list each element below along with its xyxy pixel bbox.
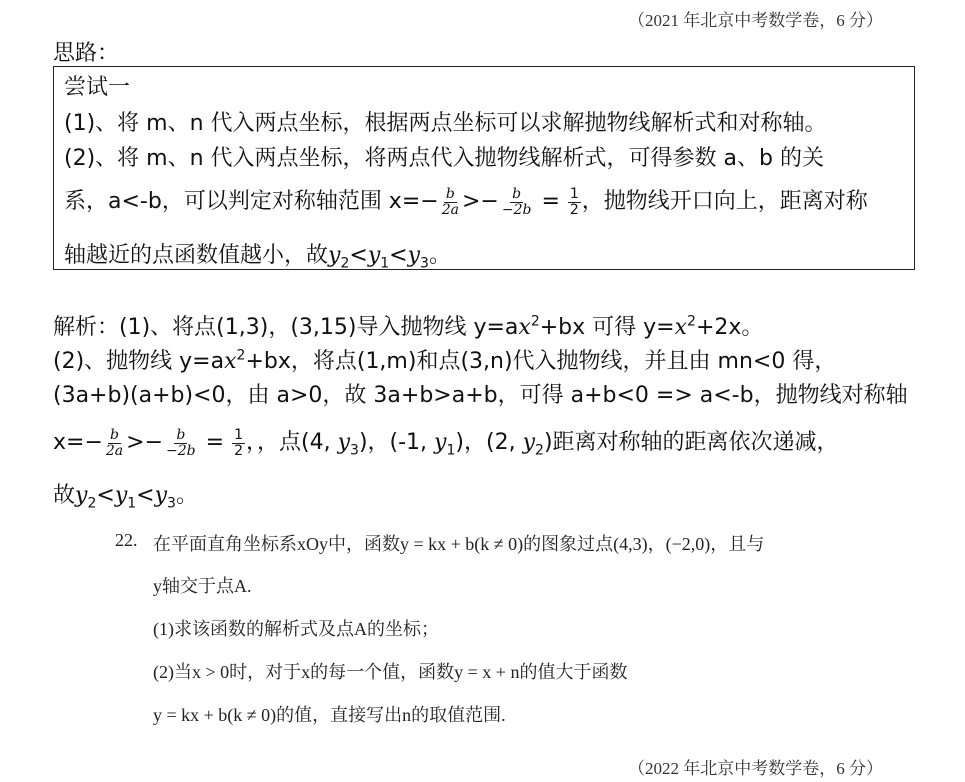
analysis-line2-pre: (2)、抛物线 y=a — [53, 349, 225, 374]
question-line4: (2)当x > 0时，对于x的每一个值，函数y = x + n的值大于函数 — [153, 662, 628, 682]
thinking-label: 思路： — [53, 41, 120, 66]
source-2021: （2021 年北京中考数学卷，6 分） — [628, 11, 883, 30]
analysis-line1-pre: 解析：(1)、将点(1,3)，(3,15)导入抛物线 y=a — [53, 315, 519, 340]
analysis-line1-mid: +bx 可得 y= — [539, 315, 675, 340]
attempt-step2-line3: 轴越近的点函数值越小，故$y_2<y_1<y_3$。 — [64, 243, 451, 272]
question-line1: 在平面直角坐标系xOy中，函数y = kx + b(k ≠ 0)的图象过点(4,3)，(−2,0)，且与 — [153, 534, 765, 554]
fraction-b-neg2b: $\frac{b}{-2b}$ — [501, 185, 532, 218]
analysis-line1: 解析：(1)、将点(1,3)，(3,15)导入抛物线 $y=ax^2+bx$ 可得 $y=x^2+2x$。 — [53, 313, 764, 340]
question-line5: y = kx + b(k ≠ 0)的值，直接写出n的取值范围. — [153, 705, 506, 725]
source-2022: （2022 年北京中考数学卷，6 分） — [628, 759, 883, 778]
analysis-line1-post: +2x。 — [695, 315, 764, 340]
analysis-line4-pre: x=− — [53, 430, 103, 455]
analysis-line2: (2)、抛物线 $y=ax^2+bx$，将点(1,m)和点(3,n)代入抛物线，并且由 mn<0 得， — [53, 347, 837, 374]
attempt-step1: (1)、将 m、n 代入两点坐标，根据两点坐标可以求解抛物线解析式和对称轴。 — [64, 111, 827, 136]
analysis-line4-post: ，点(4, — [257, 430, 331, 455]
question-line3: (1)求该函数的解析式及点A的坐标； — [153, 619, 439, 639]
attempt-title: 尝试一 — [64, 75, 131, 100]
fraction-one-half: $\frac{1}{2}$ — [569, 185, 579, 218]
analysis-line5: 故$y_2<y_1<y_3$。 — [53, 483, 198, 512]
fraction-b-2a: $\frac{b}{2a}$ — [441, 185, 459, 218]
fraction-one-half-2: $\frac{1}{2}$ — [234, 426, 243, 459]
attempt-step2-line1: (2)、将 m、n 代入两点坐标，将两点代入抛物线解析式，可得参数 a、b 的关 — [64, 146, 824, 171]
analysis-line3: (3a+b)(a+b)<0，由 a>0，故 3a+b>a+b，可得 a+b<0 => a<-b，抛物线对称轴 — [53, 383, 908, 408]
attempt-step2-line2-pre: 系，a<-b，可以判定对称轴范围 x=− — [64, 189, 439, 214]
analysis-line4-post2: )，(-1, — [358, 430, 428, 455]
attempt-step2-line2: 系，a<-b，可以判定对称轴范围 x=− $\frac{b}{2a}$ >− $\frac{b}{-2b}$ = $\frac{1}{2}$ ，抛物线开口向上，距离对称 — [64, 185, 868, 218]
analysis-line4-post4: )距离对称轴的距离依次递减， — [543, 430, 839, 455]
fraction-b-neg2b-2: $\frac{b}{-2b}$ — [166, 426, 196, 459]
question-line2: y轴交于点A. — [153, 576, 252, 596]
fraction-b-2a-2: $\frac{b}{2a}$ — [105, 426, 124, 459]
question-number: 22. — [115, 530, 138, 550]
attempt-step2-line2-post: ，抛物线开口向上，距离对称 — [581, 189, 868, 214]
attempt-step2-line3-pre: 轴越近的点函数值越小，故 — [64, 243, 329, 268]
analysis-line4: x=− $\frac{b}{2a}$ >− $\frac{b}{-2b}$ = $\frac{1}{2}$ ，，点(4, $y_3$)，(-1, $y_1$)，(2, $y_2$)距离对称轴的距离依次递减， — [53, 426, 839, 459]
analysis-line2-post: +bx，将点(1,m)和点(3,n)代入抛物线，并且由 mn<0 得， — [245, 349, 837, 374]
analysis-line4-post3: )，(2, — [455, 430, 516, 455]
analysis-line5-pre: 故 — [53, 483, 76, 508]
